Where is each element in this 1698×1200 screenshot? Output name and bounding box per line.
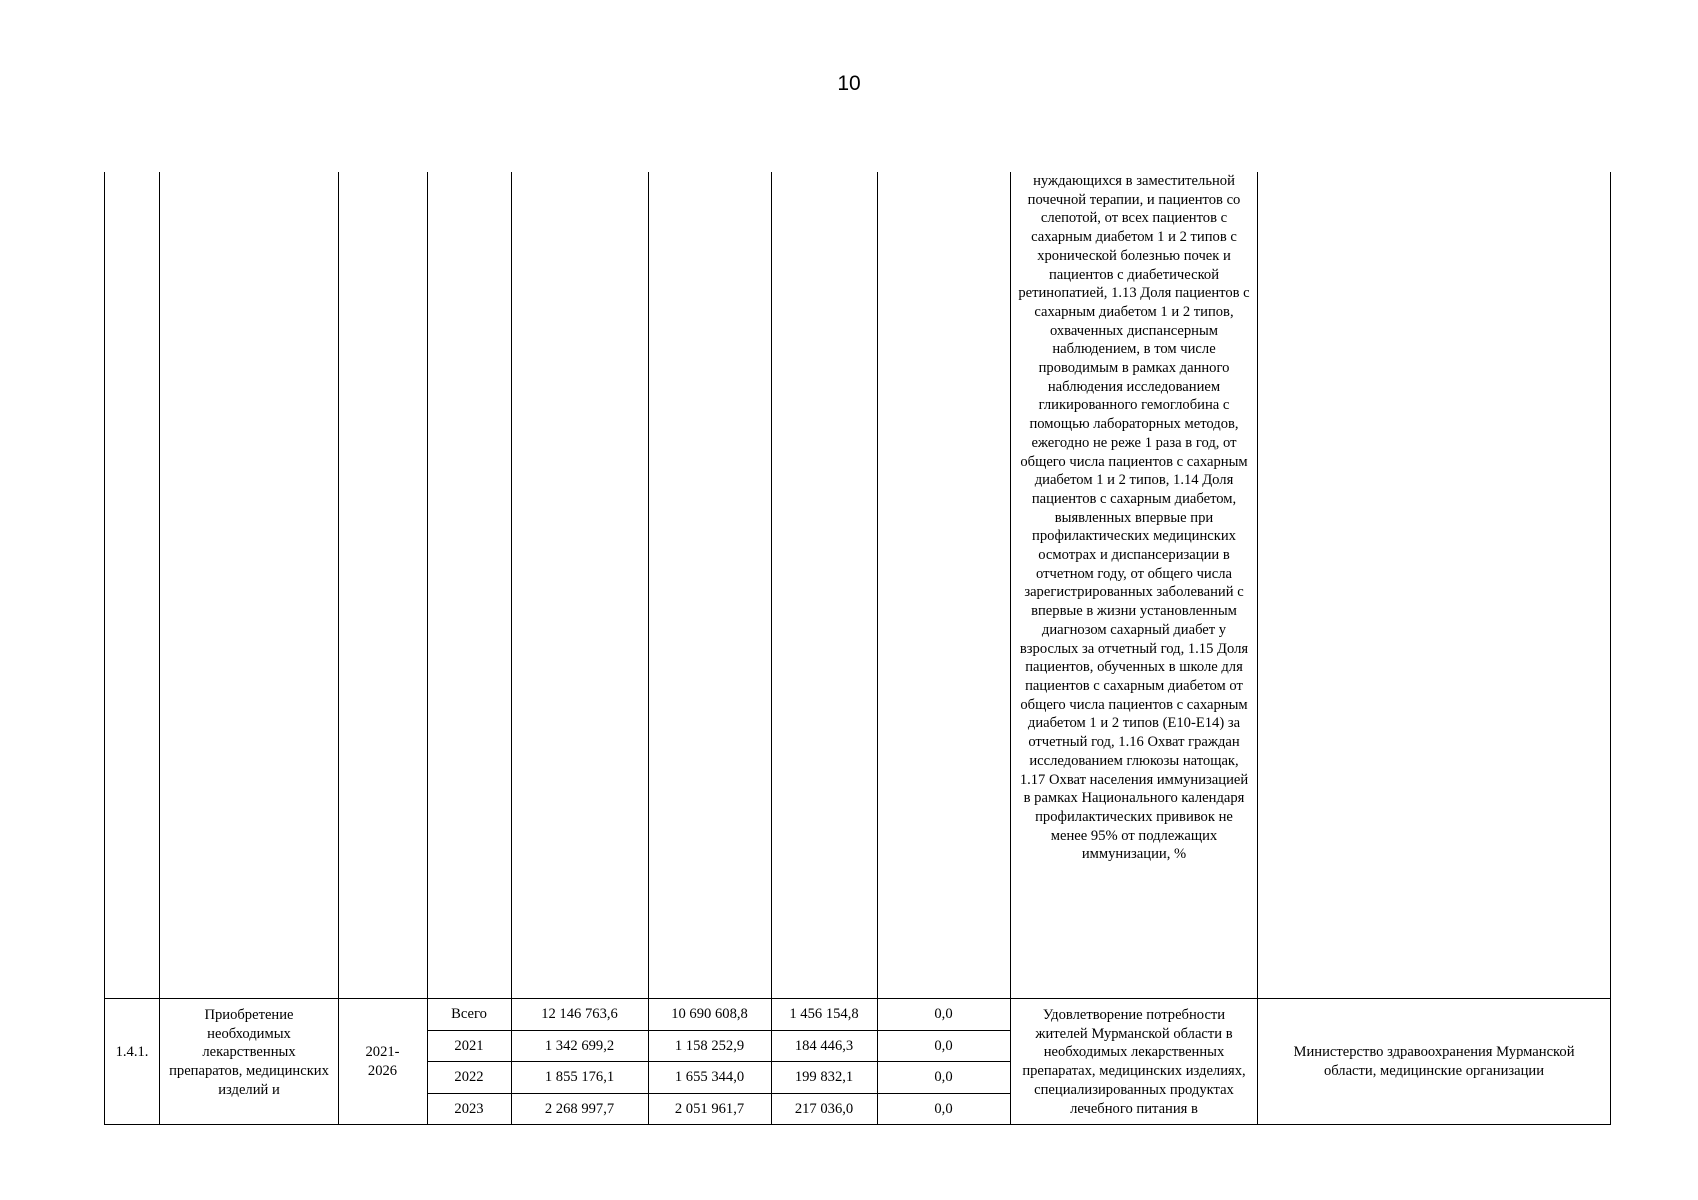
page-number: 10 bbox=[837, 72, 861, 95]
other-value: 0,0 bbox=[934, 1101, 953, 1117]
year-label: Всего bbox=[451, 1006, 487, 1022]
grid-line bbox=[427, 1030, 1011, 1031]
row-executor: Министерство здравоохранения Мурманской области, медицинские организации bbox=[1293, 1044, 1575, 1079]
federal-value: 184 446,3 bbox=[794, 1038, 854, 1054]
grid-line bbox=[1257, 172, 1258, 1125]
federal-value: 1 456 154,8 bbox=[789, 1006, 859, 1022]
other-value: 0,0 bbox=[934, 1038, 953, 1054]
federal-value: 199 832,1 bbox=[794, 1069, 854, 1085]
row-name: Приобретение необходимых лекарственных препаратов, медицинских изделий и bbox=[169, 1007, 329, 1098]
regional-value: 1 158 252,9 bbox=[674, 1038, 745, 1054]
grid-line bbox=[104, 172, 105, 998]
year-label: 2022 bbox=[454, 1069, 484, 1085]
total-value: 1 855 176,1 bbox=[544, 1069, 615, 1085]
federal-value: 217 036,0 bbox=[794, 1101, 854, 1117]
grid-line bbox=[427, 1061, 1011, 1062]
grid-line bbox=[159, 172, 160, 1125]
year-label: 2021 bbox=[454, 1038, 484, 1054]
grid-line bbox=[1610, 172, 1611, 1125]
grid-line bbox=[648, 172, 649, 1125]
year-label: 2023 bbox=[454, 1101, 484, 1117]
grid-line bbox=[877, 172, 878, 1125]
regional-value: 2 051 961,7 bbox=[674, 1101, 745, 1117]
row-period: 2021-2026 bbox=[365, 1044, 400, 1079]
other-value: 0,0 bbox=[934, 1006, 953, 1022]
other-value: 0,0 bbox=[934, 1069, 953, 1085]
total-value: 12 146 763,6 bbox=[541, 1006, 618, 1022]
grid-line bbox=[104, 998, 105, 1125]
regional-value: 1 655 344,0 bbox=[674, 1069, 745, 1085]
grid-line bbox=[104, 998, 1611, 999]
total-value: 2 268 997,7 bbox=[544, 1101, 615, 1117]
grid-line bbox=[511, 172, 512, 1125]
grid-line bbox=[427, 1093, 1011, 1094]
grid-line bbox=[104, 1124, 1611, 1125]
row-result: Удовлетворение потребности жителей Мурманской области в необходимых лекарственных препаратах, медицинских изделиях, специализированных продуктах лечебного питания в bbox=[1022, 1007, 1246, 1117]
grid-line bbox=[1010, 172, 1011, 1125]
regional-value: 10 690 608,8 bbox=[671, 1006, 748, 1022]
grid-line bbox=[427, 172, 428, 1125]
grid-line bbox=[338, 172, 339, 1125]
grid-line bbox=[771, 172, 772, 1125]
indicators-text: нуждающихся в заместительной почечной терапии, и пациентов со слепотой, от всех пациентов с сахарным диабетом 1 и 2 типов с хронической болезнью почек и пациентов с диабетической ретинопатией, 1.13 Доля пациентов с сахарным диабетом 1 и 2 типов, охваченных диспансерным наблюдением, в том числе проводимым в рамках данного наблюдения исследованием гликированного гемоглобина с помощью лабораторных методов, ежегодно не реже 1 раза в год, от общего числа пациентов с сахарным диабетом 1 и 2 типов, 1.14 Доля пациентов с сахарным диабетом, выявленных впервые при профилактических медицинских осмотрах и диспансеризации в отчетном году, от общего числа зарегистрированных заболеваний с впервые в жизни установленным диагнозом сахарный диабет у взрослых за отчетный год, 1.15 Доля пациентов, обученных в школе для пациентов с сахарным диабетом от общего числа пациентов с сахарным диабетом 1 и 2 типов (Е10-Е14) за отчетный год, 1.16 Охват граждан исследованием глюкозы натощак, 1.17 Охват населения иммунизацией в рамках Национального календаря профилактических прививок не менее 95% от подлежащих иммунизации, % bbox=[1018, 173, 1250, 863]
total-value: 1 342 699,2 bbox=[544, 1038, 615, 1054]
row-number: 1.4.1. bbox=[115, 1044, 149, 1060]
